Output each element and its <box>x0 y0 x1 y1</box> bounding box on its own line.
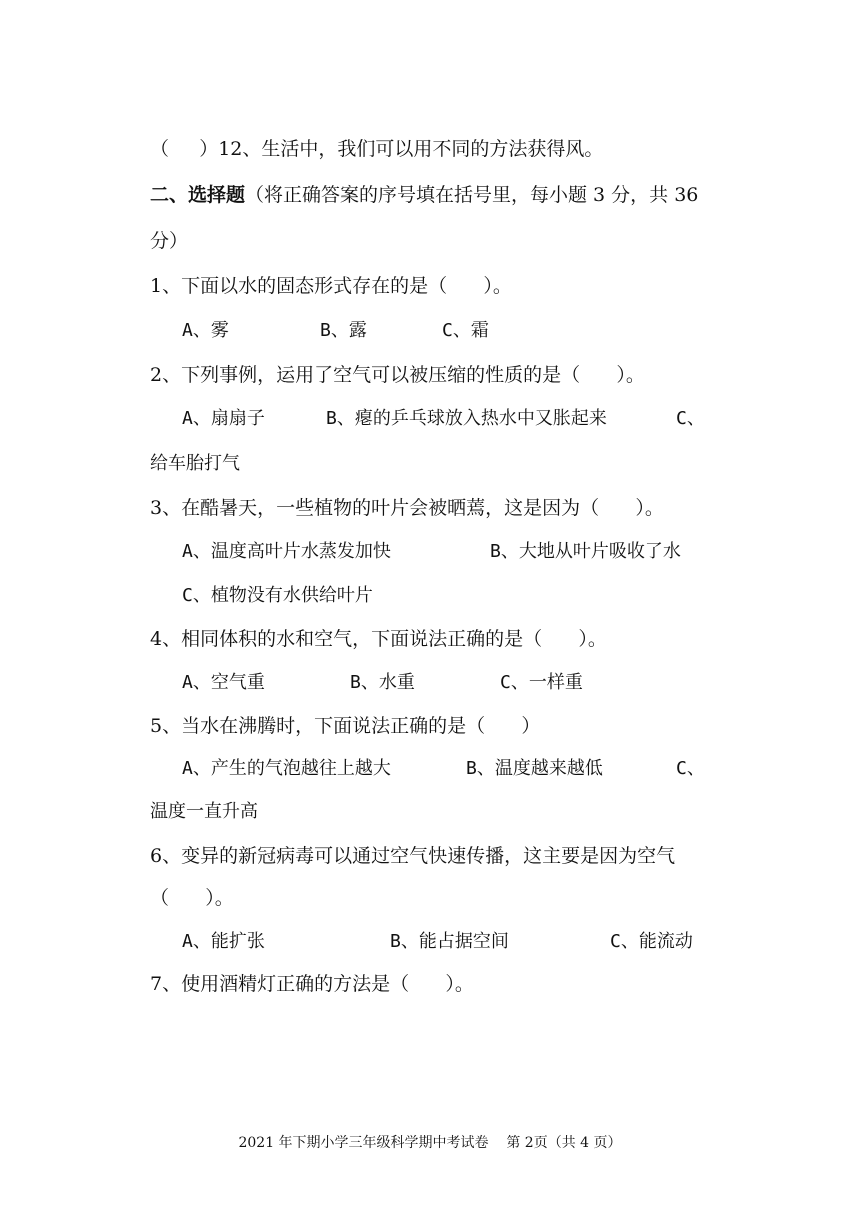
question-5-stem: 5、当水在沸腾时，下面说法正确的是（ ） <box>150 715 541 737</box>
q4-option-a: A、空气重 <box>182 672 265 693</box>
section-2-instructions: （将正确答案的序号填在括号里，每小题 3 分，共 36 <box>245 184 699 206</box>
q2-option-c-cont: 给车胎打气 <box>150 453 240 474</box>
q2-option-c: C、 <box>676 408 705 429</box>
question-1-stem: 1、下面以水的固态形式存在的是（ ）。 <box>150 275 512 297</box>
q5-option-c: C、 <box>676 758 705 779</box>
question-6-stem: 6、变异的新冠病毒可以通过空气快速传播，这主要是因为空气 <box>150 845 676 867</box>
question-2-stem: 2、下列事例，运用了空气可以被压缩的性质的是（ ）。 <box>150 364 645 386</box>
section-2-title: 二、选择题 <box>150 184 246 206</box>
q1-option-a: A、雾 <box>182 320 229 341</box>
page-footer: 2021 年下期小学三年级科学期中考试卷 第 2页（共 4 页） <box>238 1135 622 1151</box>
question-3-stem: 3、在酷暑天，一些植物的叶片会被晒蔫，这是因为（ ）。 <box>150 497 664 519</box>
question-6-stem-cont: （ ）。 <box>150 887 234 909</box>
q5-option-b: B、温度越来越低 <box>466 758 603 779</box>
q1-option-b: B、露 <box>320 320 367 341</box>
q1-option-c: C、霜 <box>442 320 489 341</box>
q4-option-c: C、一样重 <box>500 672 583 693</box>
q6-option-b: B、能占据空间 <box>390 931 509 952</box>
q6-option-a: A、能扩张 <box>182 931 265 952</box>
section-2-heading <box>150 182 698 208</box>
q4-option-b: B、水重 <box>350 672 415 693</box>
q3-option-c: C、植物没有水供给叶片 <box>182 585 373 606</box>
q3-option-a: A、温度高叶片水蒸发加快 <box>182 541 391 562</box>
question-4-stem: 4、相同体积的水和空气，下面说法正确的是（ ）。 <box>150 628 607 650</box>
q5-option-a: A、产生的气泡越往上越大 <box>182 758 391 779</box>
q2-option-b: B、瘪的乒乓球放入热水中又胀起来 <box>326 408 607 429</box>
question-7-stem: 7、使用酒精灯正确的方法是（ ）。 <box>150 973 474 995</box>
q6-option-c: C、能流动 <box>610 931 693 952</box>
tf-question-12: （ ）12、生活中，我们可以用不同的方法获得风。 <box>150 138 604 160</box>
section-2-instructions-cont: 分） <box>150 230 189 252</box>
q2-option-a: A、扇扇子 <box>182 408 265 429</box>
q3-option-b: B、大地从叶片吸收了水 <box>490 541 681 562</box>
q5-option-c-cont: 温度一直升高 <box>150 801 258 822</box>
